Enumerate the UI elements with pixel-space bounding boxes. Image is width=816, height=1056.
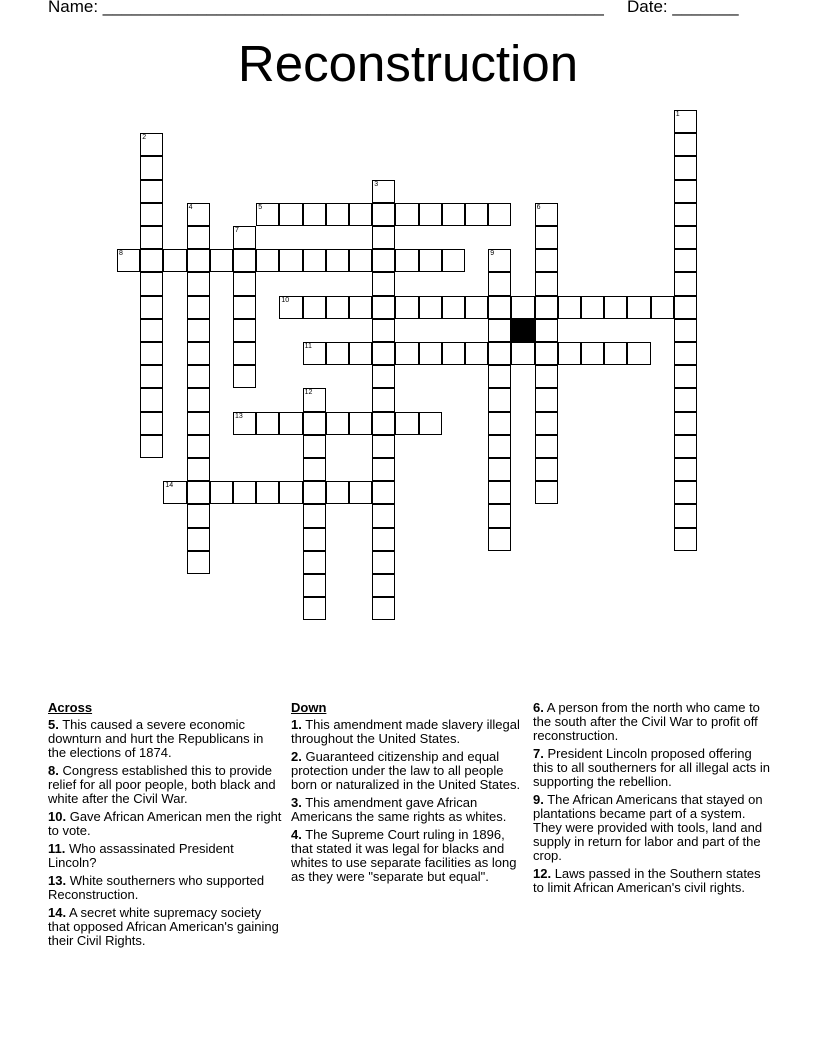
grid-cell[interactable] [326, 296, 349, 319]
clue-number-label: 3 [374, 180, 379, 188]
clue-down-6 [533, 701, 773, 743]
grid-cell[interactable] [326, 481, 349, 504]
clue-number-label: 8 [119, 250, 123, 258]
grid-cell[interactable] [372, 249, 395, 272]
grid-cell[interactable] [372, 528, 395, 551]
grid-cell[interactable] [674, 319, 697, 342]
clue-number: 2. [291, 749, 302, 764]
grid-cell[interactable] [674, 435, 697, 458]
clue-number: 13. [48, 873, 67, 888]
clue-number: 8. [48, 763, 59, 778]
clue-text: White southerners who supported Reconstruction. [48, 873, 265, 902]
clue-number-label: 14 [165, 482, 174, 490]
grid-cell[interactable] [140, 133, 163, 156]
clue-down-12 [533, 867, 773, 895]
grid-cell[interactable] [279, 296, 302, 319]
clue-down-2 [291, 750, 521, 792]
clue-down-4 [291, 828, 521, 884]
grid-cell[interactable] [117, 249, 140, 272]
down-clues [291, 701, 521, 888]
clue-number-label: 1 [675, 111, 680, 118]
grid-cell[interactable] [372, 481, 395, 504]
grid-cell[interactable] [303, 528, 326, 551]
clue-text: Gave African American men the right to vote. [48, 809, 282, 838]
grid-cell[interactable] [163, 481, 186, 504]
clue-text: Who assassinated President Lincoln? [48, 841, 234, 870]
grid-cell[interactable] [488, 342, 511, 365]
grid-cell[interactable] [535, 435, 558, 458]
grid-cell[interactable] [233, 319, 256, 342]
grid-cell[interactable] [163, 249, 186, 272]
grid-cell[interactable] [604, 296, 627, 319]
grid-cell[interactable] [372, 504, 395, 527]
grid-cell[interactable] [140, 296, 163, 319]
grid-cell[interactable] [465, 342, 488, 365]
clue-number: 11. [48, 841, 66, 856]
grid-cell[interactable] [187, 365, 210, 388]
clue-text: This amendment gave African Americans the same rights as whites. [291, 795, 507, 824]
grid-cell[interactable] [674, 249, 697, 272]
grid-cell[interactable] [674, 156, 697, 179]
clue-number-label: 13 [235, 412, 243, 420]
grid-cell[interactable] [419, 203, 442, 226]
clue-down-7 [533, 747, 773, 789]
clue-down-9 [533, 793, 773, 863]
grid-cell[interactable] [256, 203, 279, 226]
grid-cell[interactable] [187, 528, 210, 551]
grid-cell[interactable] [303, 249, 326, 272]
clue-number: 7. [533, 746, 544, 761]
clue-number: 4. [291, 827, 302, 842]
grid-cell[interactable] [674, 272, 697, 295]
grid-cell[interactable] [140, 435, 163, 458]
grid-cell[interactable] [256, 412, 279, 435]
clue-number: 5. [48, 717, 59, 732]
grid-cell[interactable] [674, 180, 697, 203]
grid-cell[interactable] [488, 504, 511, 527]
clue-number-label: 5 [258, 203, 263, 211]
grid-cell[interactable] [187, 272, 210, 295]
grid-cell[interactable] [395, 296, 418, 319]
clue-across-5 [48, 718, 284, 760]
clue-text: Congress established this to provide relief for all poor people, both black and white after the Civil War. [48, 763, 276, 806]
grid-cell[interactable] [488, 319, 511, 342]
grid-cell[interactable] [395, 203, 418, 226]
grid-cell[interactable] [674, 203, 697, 226]
grid-cell[interactable] [210, 249, 233, 272]
grid-cell[interactable] [210, 481, 233, 504]
grid-cell[interactable] [372, 203, 395, 226]
grid-cell[interactable] [488, 528, 511, 551]
grid-cell[interactable] [279, 412, 302, 435]
grid-cell[interactable] [488, 203, 511, 226]
grid-cell[interactable] [372, 342, 395, 365]
clue-across-10 [48, 810, 284, 838]
grid-cell[interactable] [488, 249, 511, 272]
clue-number-label: 2 [142, 134, 147, 142]
grid-cell[interactable] [651, 296, 674, 319]
grid-cell[interactable] [488, 296, 511, 319]
grid-cell[interactable] [627, 296, 650, 319]
grid-cell[interactable] [535, 319, 558, 342]
grid-cell[interactable] [187, 458, 210, 481]
grid-cell[interactable] [372, 551, 395, 574]
down-heading: Down [291, 700, 327, 715]
grid-cell[interactable] [187, 435, 210, 458]
clue-number-label: 12 [304, 389, 313, 397]
grid-cell[interactable] [511, 296, 534, 319]
grid-cell[interactable] [349, 203, 372, 226]
clue-number: 14. [48, 905, 67, 920]
grid-cell[interactable] [256, 481, 279, 504]
clue-number-label: 4 [188, 203, 193, 211]
grid-cell[interactable] [372, 458, 395, 481]
clue-number-label: 6 [536, 203, 541, 211]
grid-cell[interactable] [535, 296, 558, 319]
grid-cell[interactable] [303, 388, 326, 411]
down-clues-continued [533, 701, 773, 899]
grid-cell[interactable] [303, 203, 326, 226]
grid-cell[interactable] [279, 481, 302, 504]
grid-cell[interactable] [674, 110, 697, 133]
grid-cell[interactable] [326, 342, 349, 365]
grid-cell[interactable] [372, 597, 395, 620]
grid-cell[interactable] [488, 481, 511, 504]
grid-cell[interactable] [674, 481, 697, 504]
clue-number: 3. [291, 795, 302, 810]
grid-cell[interactable] [674, 226, 697, 249]
grid-cell[interactable] [279, 203, 302, 226]
date-field-label: Date: _______ [627, 0, 739, 16]
grid-cell[interactable] [465, 296, 488, 319]
grid-cell[interactable] [372, 365, 395, 388]
grid-cell[interactable] [674, 388, 697, 411]
name-field-label: Name: _____________________________________________________ [48, 0, 604, 16]
grid-cell[interactable] [535, 342, 558, 365]
grid-cell[interactable] [233, 226, 256, 249]
grid-cell[interactable] [535, 365, 558, 388]
grid-cell[interactable] [140, 365, 163, 388]
clue-text: Laws passed in the Southern states to limit African American's civil rights. [533, 866, 761, 895]
clue-text: The Supreme Court ruling in 1896, that stated it was legal for blacks and whites to use separate facilities as long as they were "separate but equal". [291, 827, 517, 884]
grid-cell[interactable] [303, 412, 326, 435]
grid-cell[interactable] [187, 319, 210, 342]
clue-across-13 [48, 874, 284, 902]
grid-cell[interactable] [187, 342, 210, 365]
grid-cell[interactable] [187, 203, 210, 226]
grid-cell[interactable] [140, 180, 163, 203]
grid-cell[interactable] [256, 249, 279, 272]
grid-cell[interactable] [535, 272, 558, 295]
grid-cell[interactable] [187, 504, 210, 527]
grid-cell[interactable] [349, 249, 372, 272]
grid-cell[interactable] [372, 319, 395, 342]
grid-cell[interactable] [187, 388, 210, 411]
clue-number-label: 9 [490, 250, 495, 258]
grid-cell[interactable] [442, 342, 465, 365]
grid-cell[interactable] [349, 481, 372, 504]
grid-cell[interactable] [233, 296, 256, 319]
grid-cell[interactable] [604, 342, 627, 365]
grid-cell[interactable] [187, 481, 210, 504]
grid-cell[interactable] [140, 226, 163, 249]
clue-text: This amendment made slavery illegal throughout the United States. [291, 717, 520, 746]
grid-cell[interactable] [303, 342, 326, 365]
grid-cell[interactable] [419, 412, 442, 435]
grid-cell[interactable] [442, 203, 465, 226]
grid-cell[interactable] [419, 296, 442, 319]
clue-down-1 [291, 718, 521, 746]
grid-cell[interactable] [140, 156, 163, 179]
grid-cell[interactable] [535, 412, 558, 435]
black-square [511, 319, 534, 342]
clue-number: 10. [48, 809, 67, 824]
grid-cell[interactable] [372, 296, 395, 319]
grid-cell[interactable] [326, 249, 349, 272]
clue-text: Guaranteed citizenship and equal protection under the law to all people born or naturalized in the United States. [291, 749, 521, 792]
grid-cell[interactable] [233, 249, 256, 272]
grid-cell[interactable] [140, 249, 163, 272]
grid-cell[interactable] [372, 180, 395, 203]
grid-cell[interactable] [187, 249, 210, 272]
grid-cell[interactable] [581, 296, 604, 319]
grid-cell[interactable] [535, 226, 558, 249]
grid-cell[interactable] [488, 412, 511, 435]
clue-number: 6. [533, 700, 544, 715]
grid-cell[interactable] [140, 412, 163, 435]
clue-text: This caused a severe economic downturn and hurt the Republicans in the elections of 1874. [48, 717, 264, 760]
grid-cell[interactable] [674, 133, 697, 156]
grid-cell[interactable] [488, 388, 511, 411]
grid-cell[interactable] [558, 342, 581, 365]
grid-cell[interactable] [372, 412, 395, 435]
clue-across-11 [48, 842, 284, 870]
clue-text: A secret white supremacy society that opposed African American's gaining their Civil Rights. [48, 905, 279, 948]
grid-cell[interactable] [372, 435, 395, 458]
grid-cell[interactable] [303, 574, 326, 597]
grid-cell[interactable] [535, 388, 558, 411]
grid-cell[interactable] [395, 249, 418, 272]
grid-cell[interactable] [187, 551, 210, 574]
grid-cell[interactable] [627, 342, 650, 365]
grid-cell[interactable] [303, 296, 326, 319]
grid-cell[interactable] [511, 342, 534, 365]
grid-cell[interactable] [233, 412, 256, 435]
grid-cell[interactable] [442, 296, 465, 319]
grid-cell[interactable] [233, 272, 256, 295]
grid-cell[interactable] [674, 296, 697, 319]
grid-cell[interactable] [535, 481, 558, 504]
grid-cell[interactable] [535, 458, 558, 481]
clue-number-label: 7 [235, 227, 239, 234]
grid-cell[interactable] [395, 412, 418, 435]
page-title: Reconstruction [237, 35, 579, 92]
clue-text: President Lincoln proposed offering this to all southerners for all illegal acts in supporting the rebellion. [533, 746, 771, 789]
clue-text: A person from the north who came to the south after the Civil War to profit off reconstruction. [533, 700, 760, 743]
grid-cell[interactable] [465, 203, 488, 226]
grid-cell[interactable] [326, 412, 349, 435]
clue-number-label: 10 [281, 296, 290, 304]
grid-cell[interactable] [349, 296, 372, 319]
grid-cell[interactable] [674, 342, 697, 365]
across-heading: Across [48, 700, 93, 715]
grid-cell[interactable] [395, 342, 418, 365]
grid-cell[interactable] [372, 226, 395, 249]
grid-cell[interactable] [419, 342, 442, 365]
grid-cell[interactable] [674, 528, 697, 551]
grid-cell[interactable] [279, 249, 302, 272]
grid-cell[interactable] [674, 412, 697, 435]
grid-cell[interactable] [488, 458, 511, 481]
clue-number: 1. [291, 717, 302, 732]
clue-down-3 [291, 796, 521, 824]
grid-cell[interactable] [303, 458, 326, 481]
grid-cell[interactable] [535, 203, 558, 226]
grid-cell[interactable] [187, 296, 210, 319]
grid-cell[interactable] [233, 481, 256, 504]
grid-cell[interactable] [303, 551, 326, 574]
grid-cell[interactable] [674, 365, 697, 388]
grid-cell[interactable] [140, 319, 163, 342]
grid-cell[interactable] [326, 203, 349, 226]
grid-cell[interactable] [442, 249, 465, 272]
grid-cell[interactable] [674, 458, 697, 481]
grid-cell[interactable] [187, 226, 210, 249]
clue-number: 9. [533, 792, 544, 807]
grid-cell[interactable] [372, 388, 395, 411]
grid-cell[interactable] [349, 412, 372, 435]
grid-cell[interactable] [488, 435, 511, 458]
grid-cell[interactable] [140, 272, 163, 295]
clue-number-label: 11 [304, 343, 312, 350]
across-clues [48, 701, 284, 952]
grid-cell[interactable] [187, 412, 210, 435]
grid-cell[interactable] [372, 574, 395, 597]
grid-cell[interactable] [674, 504, 697, 527]
clue-across-14 [48, 906, 284, 948]
grid-cell[interactable] [233, 342, 256, 365]
grid-cell[interactable] [581, 342, 604, 365]
grid-cell[interactable] [140, 388, 163, 411]
clue-across-8 [48, 764, 284, 806]
clue-text: The African Americans that stayed on plantations became part of a system. They were provided with tools, land and supply in return for labor and part of the crop. [533, 792, 763, 863]
grid-cell[interactable] [488, 365, 511, 388]
grid-cell[interactable] [303, 435, 326, 458]
grid-cell[interactable] [535, 249, 558, 272]
grid-cell[interactable] [303, 504, 326, 527]
grid-cell[interactable] [419, 249, 442, 272]
grid-cell[interactable] [303, 481, 326, 504]
grid-cell[interactable] [140, 342, 163, 365]
grid-cell[interactable] [558, 296, 581, 319]
grid-cell[interactable] [488, 272, 511, 295]
grid-cell[interactable] [372, 272, 395, 295]
grid-cell[interactable] [140, 203, 163, 226]
grid-cell[interactable] [303, 597, 326, 620]
grid-cell[interactable] [233, 365, 256, 388]
clue-number: 12. [533, 866, 552, 881]
grid-cell[interactable] [349, 342, 372, 365]
